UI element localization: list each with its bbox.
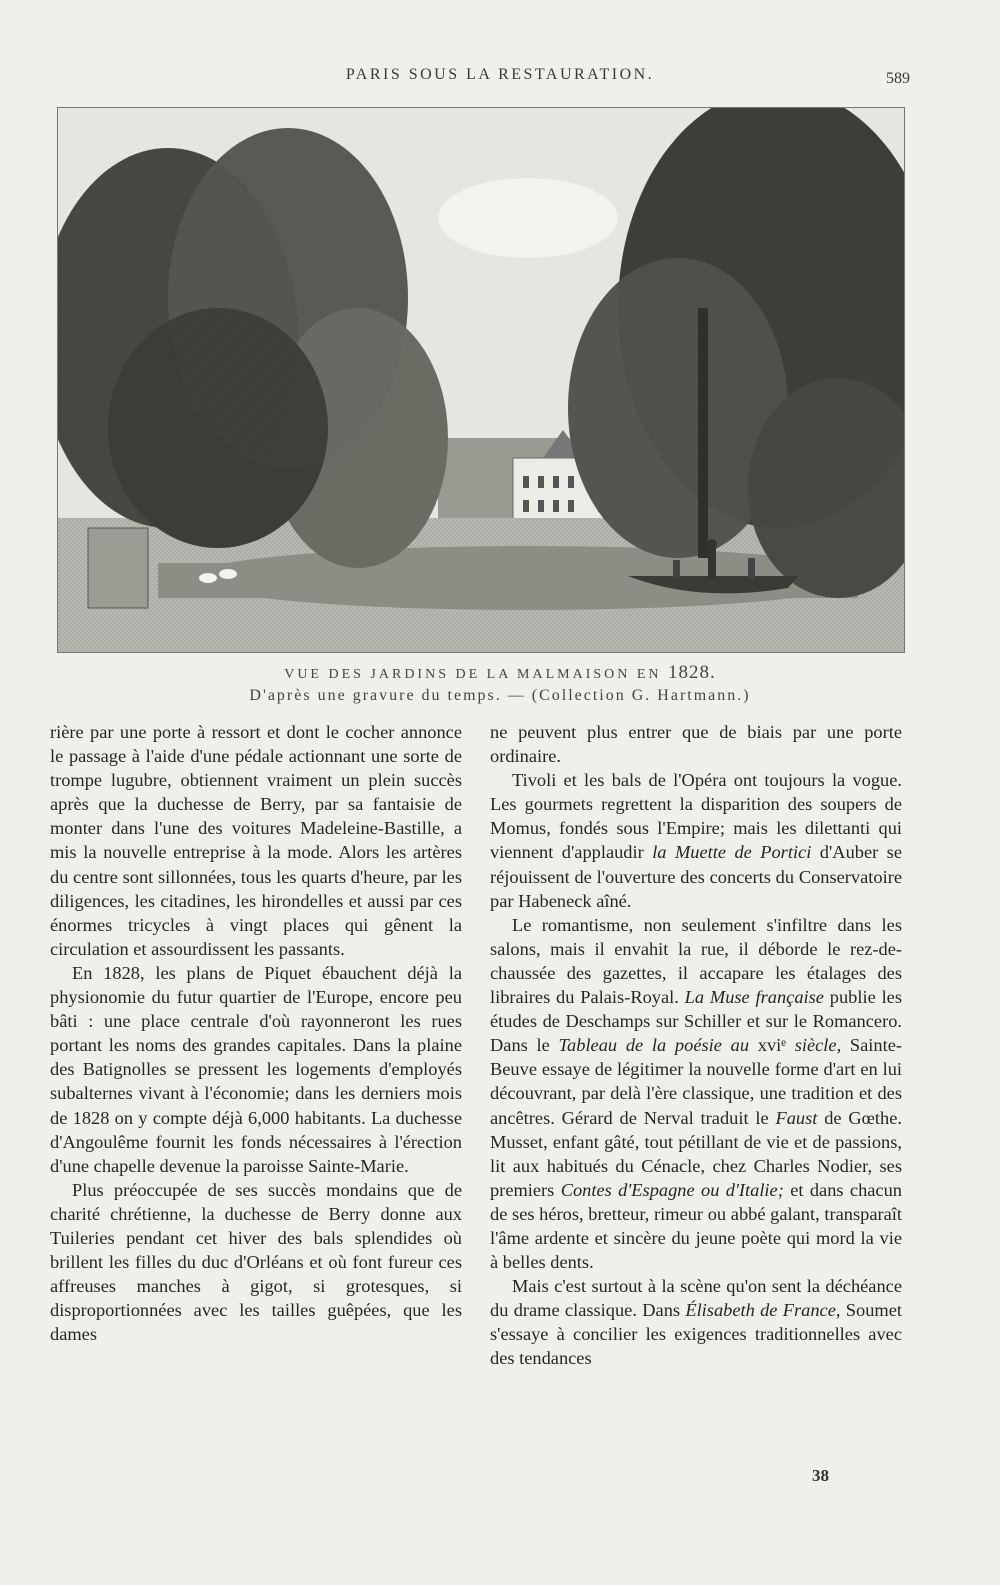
right-column — [490, 720, 902, 1371]
left-column — [50, 720, 462, 1346]
right-paragraph-2: Tivoli et les bals de l'Opéra ont toujours la vogue. Les gourmets regrettent la disparition des soupers de Momus, fondés sous l'Empire; mais les dilettanti qui viennent d'applaudir la Muette de Portici d'Auber se réjouissent de l'ouverture des concerts du Conservatoire par Habeneck aîné. — [490, 770, 903, 911]
left-paragraph-1: rière par une porte à ressort et dont le cocher annonce le passage à l'aide d'une pédale actionnant une sorte de trompe lugubre, obtiennent vraiment un plein succès après que la duchesse de Berry, par sa fantaisie de monter dans l'une des voitures Madeleine-Bastille, a mis la nouvelle entreprise à la mode. Alors les artères du centre sont sillonnées, tous les quarts d'heure, par les diligences, les citadines, les hirondelles et aussi par ces énormes tricycles à vingt places qui gênent la circulation et assourdissent les passants. — [50, 722, 462, 959]
caption-title-text: VUE DES JARDINS DE LA MALMAISON EN — [284, 667, 662, 682]
page-number: 589 — [886, 70, 910, 87]
running-title: PARIS SOUS LA RESTAURATION. — [345, 66, 655, 83]
figure-caption-source: D'après une gravure du temps. — (Collection G. Hartmann.) — [249, 687, 751, 704]
engraving-illustration — [57, 107, 905, 653]
right-paragraph-4: Mais c'est surtout à la scène qu'on sent la déchéance du drame classique. Dans Élisabeth de France, Soumet s'essaye à concilier les exigences traditionnelles avec des tendances — [490, 1276, 902, 1369]
caption-year: 1828. — [668, 662, 716, 683]
signature-number: 38 — [812, 1466, 829, 1485]
left-paragraph-2: En 1828, les plans de Piquet ébauchent déjà la physionomie du futur quartier de l'Europe, encore peu bâti : une place centrale d'où rayonneront les rues portant les noms des grandes capitales. Dans la plaine des Batignolles se pressent les logements d'employés subalternes vivant à l'économie; dans les derniers mois de 1828 on y compte déjà 6,000 habitants. La duchesse d'Angoulême fournit les fonds nécessaires à l'érection d'une chapelle devenue la paroisse Sainte-Marie. — [50, 962, 462, 1176]
left-paragraph-3: Plus préoccupée de ses succès mondains que de charité chrétienne, la duchesse de Berry donne aux Tuileries pendant cet hiver des bals splendides où brillent les filles du duc d'Orléans et où font fureur ces affreuses manches à gigot, si grotesques, si disproportionnées avec les tailles guêpées, que les dames — [50, 1179, 462, 1345]
figure-caption-title — [0, 662, 1000, 684]
right-paragraph-3: Le romantisme, non seulement s'infiltre dans les salons, mais il envahit la rue, il déborde le rez-de-chaussée des gazettes, il accapare les étalages des libraires du Palais-Royal. La Muse française publie les études de Deschamps sur Schiller et sur le Romancero. Dans le Tableau de la poésie au xviᵉ siècle, Sainte-Beuve essaye de légitimer la nouvelle forme d'art en lui découvrant, par delà l'ère classique, une tradition et des ancêtres. Gérard de Nerval traduit le Faust de Gœthe. Musset, enfant gâté, tout pétillant de vie et de passions, lit aux habitués du Cénacle, chez Charles Nodier, ses premiers Contes d'Espagne ou d'Italie; et dans chacun de ses héros, bretteur, rimeur ou abbé galant, transparaît l'âme ardente et sincère du jeune poète qui mord la vie à belles dents. — [490, 914, 902, 1273]
right-paragraph-1: ne peuvent plus entrer que de biais par une porte ordinaire. — [490, 722, 902, 767]
